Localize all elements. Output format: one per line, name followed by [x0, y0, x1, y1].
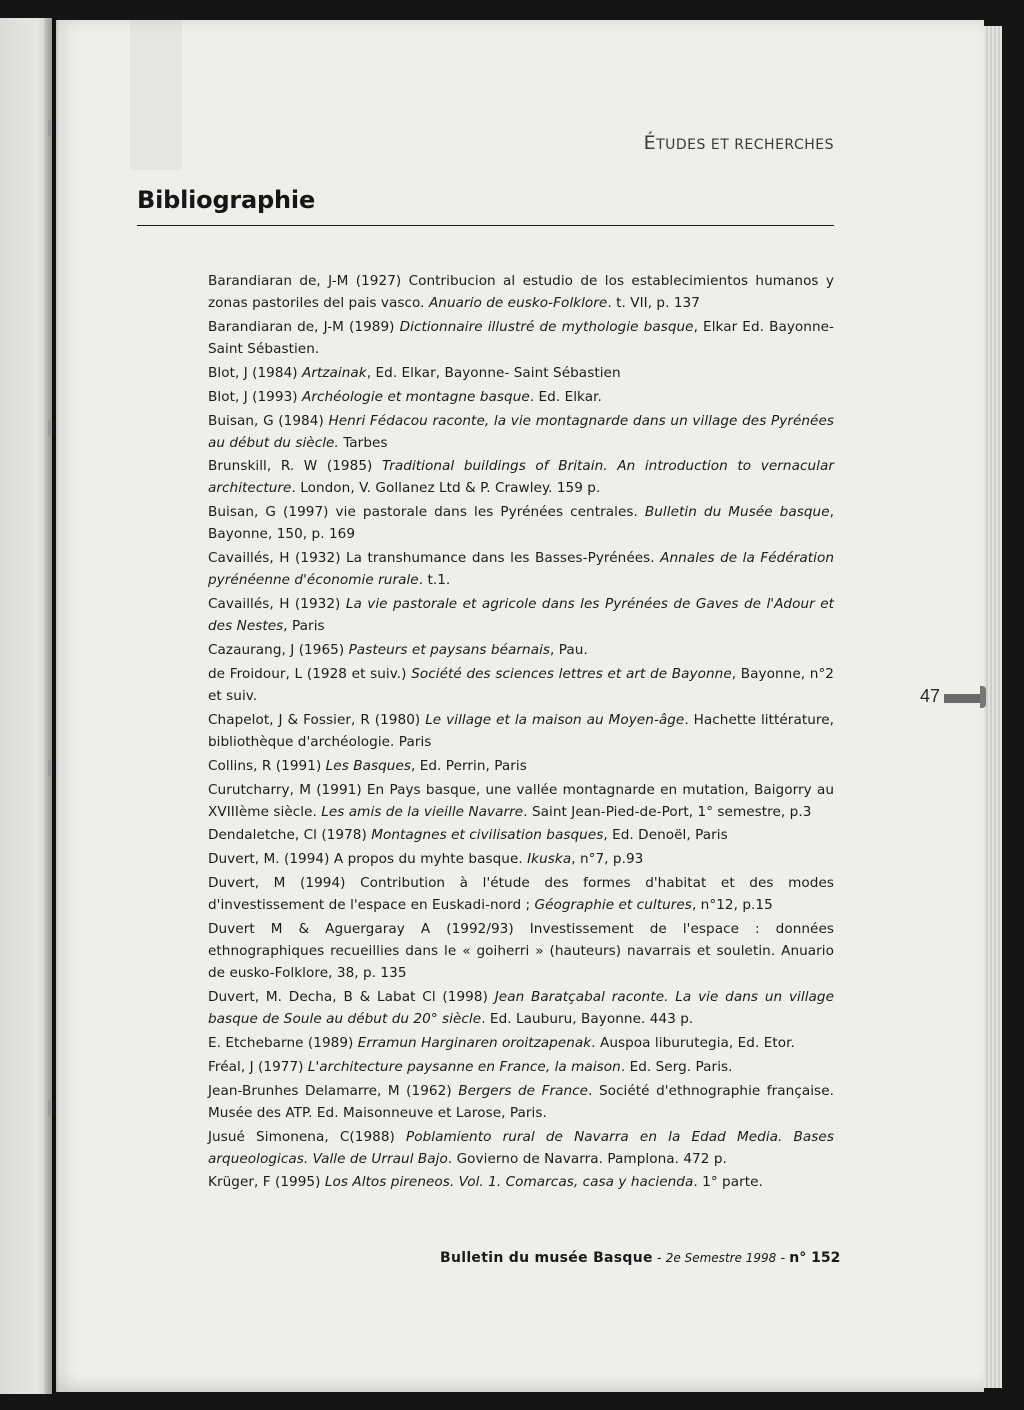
entry-text: Blot, J (1984) — [208, 364, 302, 381]
binding-mark — [48, 420, 51, 436]
entry-title-italic: L'architecture paysanne en France, la maison — [307, 1058, 621, 1075]
entry-text: de Froidour, L (1928 et suiv.) — [208, 665, 412, 682]
entry-text: Barandiaran de, J-M (1927) Contribucion al estudio de los establecimientos humanos y zonas pastoriles del pais vasco. — [208, 273, 834, 311]
entry-text: , Ed. Denoël, Paris — [603, 827, 728, 844]
entry-text: Buisan, G (1997) vie pastorale dans les Pyrénées centrales. — [208, 504, 645, 521]
footer-separator: - — [776, 1251, 790, 1266]
entry-text: . Société d'ethnographie française. Musée des ATP. Ed. Maisonneuve et Larose, Paris. — [208, 1082, 834, 1121]
entry-text: . London, V. Gollanez Ltd & P. Crawley. 159 p. — [291, 480, 601, 497]
page-tab-hook — [980, 686, 986, 708]
entry-title-italic: Ikuska — [527, 851, 572, 868]
bibliography-entry — [208, 1080, 834, 1124]
entry-text: Jean-Brunhes Delamarre, M (1962) — [208, 1082, 459, 1099]
entry-title-italic: Montagnes et civilisation basques — [371, 827, 604, 844]
entry-title-italic: Artzainak — [302, 364, 367, 381]
entry-title-italic: Archéologie et montagne basque — [302, 388, 530, 405]
bibliography-entry — [208, 986, 834, 1030]
entry-text: Duvert, M. Decha, B & Labat Cl (1998) — [208, 989, 495, 1006]
entry-title-italic: Annales de la Fédération pyrénéenne d'économie rurale — [208, 550, 834, 589]
entry-text: Cavaillés, H (1932) — [208, 596, 346, 613]
entry-title-italic: Traditional buildings of Britain. An introduction to vernacular architecture — [208, 458, 834, 497]
entry-title-italic: Anuario de eusko-Folklore — [428, 295, 608, 311]
entry-text: . Auspoa liburutegia, Ed. Etor. — [591, 1034, 795, 1051]
entry-text: . Ed. Serg. Paris. — [620, 1058, 733, 1075]
bibliography-entry — [208, 779, 834, 823]
bibliography-entry — [208, 1171, 834, 1193]
entry-text: , Ed. Elkar, Bayonne- Saint Sébastien — [366, 364, 621, 381]
entry-title-italic: Les amis de la vieille Navarre — [321, 803, 524, 820]
entry-text: . 1° parte. — [693, 1174, 763, 1191]
spine-shadow — [44, 18, 58, 1394]
entry-text: . Govierno de Navarra. Pamplona. 472 p. — [447, 1150, 727, 1167]
section-title-word: RECHERCHES — [734, 137, 834, 153]
page-title: Bibliographie — [137, 186, 316, 214]
entry-title-italic: Société des sciences lettres et art de Bayonne — [411, 665, 732, 682]
page-stack-edge — [984, 26, 1002, 1388]
entry-text: Collins, R (1991) — [208, 757, 326, 774]
bibliography-entry — [208, 501, 834, 545]
entry-text: Dendaletche, Cl (1978) — [208, 827, 372, 844]
entry-title-italic: Poblamiento rural de Navarra en la Edad Media. Bases arqueologicas. Valle de Urraul Bajo — [208, 1128, 834, 1167]
entry-text: Blot, J (1993) — [208, 388, 302, 405]
entry-text: , Bayonne, n°2 et suiv. — [208, 665, 834, 704]
bibliography-entry — [208, 455, 834, 499]
bibliography-entry — [208, 709, 834, 753]
binding-mark — [48, 760, 51, 776]
entry-text: Jusué Simonena, C(1988) — [208, 1128, 407, 1145]
bibliography-entry — [208, 1126, 834, 1170]
entry-text: Brunskill, R. W (1985) — [208, 458, 382, 475]
bibliography-entry — [208, 270, 834, 314]
entry-text: Duvert, M. (1994) A propos du myhte basque. — [208, 851, 528, 868]
entry-text: . Ed. Elkar. — [529, 388, 602, 405]
bibliography-entry — [208, 547, 834, 591]
running-section-title — [610, 132, 834, 154]
entry-text: , n°12, p.15 — [691, 897, 773, 914]
bibliography-list — [208, 270, 834, 1195]
page-number: 47 — [920, 686, 941, 706]
journal-title: Bulletin du musée Basque — [440, 1250, 653, 1266]
bibliography-entry — [208, 848, 834, 870]
entry-title-italic: Los Altos pireneos. Vol. 1. Comarcas, casa y hacienda — [324, 1174, 694, 1191]
entry-title-italic: Bergers de France — [458, 1082, 589, 1099]
entry-title-italic: Géographie et cultures — [534, 897, 692, 914]
entry-title-italic: Henri Fédacou raconte, la vie montagnarde dans un village des Pyrénées au début du siècle. — [208, 412, 834, 451]
bibliography-entry — [208, 410, 834, 454]
bibliography-entry — [208, 824, 834, 846]
entry-text: , Ed. Perrin, Paris — [411, 757, 527, 774]
entry-text: Fréal, J (1977) — [208, 1058, 308, 1075]
entry-title-italic: Erramun Harginaren oroitzapenak — [357, 1034, 592, 1051]
bibliography-entry — [208, 593, 834, 637]
title-rule — [137, 225, 834, 226]
entry-text: Duvert, M (1994) Contribution à l'étude des formes d'habitat et des modes d'investissement de l'espace en Euskadi-nord ; — [208, 875, 834, 914]
entry-text: Duvert M & Aguergaray A (1992/93) Investissement de l'espace : données ethnographiques recueillies dans le « goiherri » (hauteurs) navarrais et souletin. Anuario de eusko-Folklore, 38, p. 135 — [208, 921, 834, 982]
entry-title-italic: Jean Baratçabal raconte. La vie dans un village basque de Soule au début du 20° siècle — [208, 989, 834, 1028]
bibliography-entry — [208, 639, 834, 661]
entry-text: Buisan, G (1984) — [208, 412, 329, 429]
page-bottom-shadow — [56, 1372, 984, 1392]
entry-title-italic: Pasteurs et paysans béarnais — [348, 642, 551, 659]
binding-mark — [48, 120, 51, 136]
bibliography-entry — [208, 918, 834, 984]
bibliography-entry — [208, 663, 834, 707]
entry-text: Cazaurang, J (1965) — [208, 642, 349, 659]
entry-text: . Hachette littérature, bibliothèque d'archéologie. Paris — [208, 711, 834, 750]
journal-issue-number: n° 152 — [789, 1250, 841, 1266]
entry-text: . t.1. — [418, 572, 451, 589]
entry-text: Tarbes — [338, 434, 388, 451]
bibliography-entry — [208, 362, 834, 384]
entry-text: , Elkar Ed. Bayonne-Saint Sébastien. — [208, 318, 834, 357]
bibliography-entry — [208, 1032, 834, 1054]
entry-title-italic: La vie pastorale et agricole dans les Pyrénées de Gaves de l'Adour et des Nestes — [208, 596, 834, 635]
bibliography-entry — [208, 386, 834, 408]
bibliography-entry — [208, 1056, 834, 1078]
journal-semester: 2e Semestre 1998 — [665, 1251, 777, 1265]
entry-text: . t. VII, p. 137 — [607, 295, 700, 311]
entry-text: , Paris — [283, 618, 325, 635]
section-title-word: TUDES — [656, 137, 706, 153]
show-through-shadow — [130, 20, 182, 170]
bibliography-entry — [208, 872, 834, 916]
entry-text: , n°7, p.93 — [571, 851, 644, 868]
bibliography-entry — [208, 316, 834, 360]
entry-text: Barandiaran de, J-M (1989) — [208, 318, 400, 335]
bibliography-entry — [208, 755, 834, 777]
binding-mark — [48, 1100, 51, 1116]
entry-title-italic: Le village et la maison au Moyen-âge — [425, 711, 685, 728]
entry-text: Chapelot, J & Fossier, R (1980) — [208, 711, 426, 728]
entry-text: Cavaillés, H (1932) La transhumance dans les Basses-Pyrénées. — [208, 550, 661, 567]
entry-text: Krüger, F (1995) — [208, 1174, 325, 1191]
journal-footer — [440, 1250, 841, 1266]
entry-text: . Saint Jean-Pied-de-Port, 1° semestre, p.3 — [523, 803, 812, 820]
entry-text: , Bayonne, 150, p. 169 — [208, 504, 834, 543]
entry-title-italic: Bulletin du Musée basque — [644, 504, 830, 521]
section-title-word: ET — [710, 137, 730, 153]
entry-title-italic: Dictionnaire illustré de mythologie basque — [399, 318, 694, 335]
section-title-initial: É — [643, 132, 657, 154]
entry-text: . Ed. Lauburu, Bayonne. 443 p. — [481, 1011, 694, 1028]
page-tab-marker — [944, 694, 984, 703]
entry-text: E. Etchebarne (1989) — [208, 1034, 358, 1051]
entry-text: , Pau. — [550, 642, 588, 659]
footer-separator: - — [652, 1251, 666, 1266]
entry-title-italic: Les Basques — [325, 757, 411, 774]
entry-text: Curutcharry, M (1991) En Pays basque, une vallée montagnarde en mutation, Baigorry au XVIIIème siècle. — [208, 781, 834, 820]
